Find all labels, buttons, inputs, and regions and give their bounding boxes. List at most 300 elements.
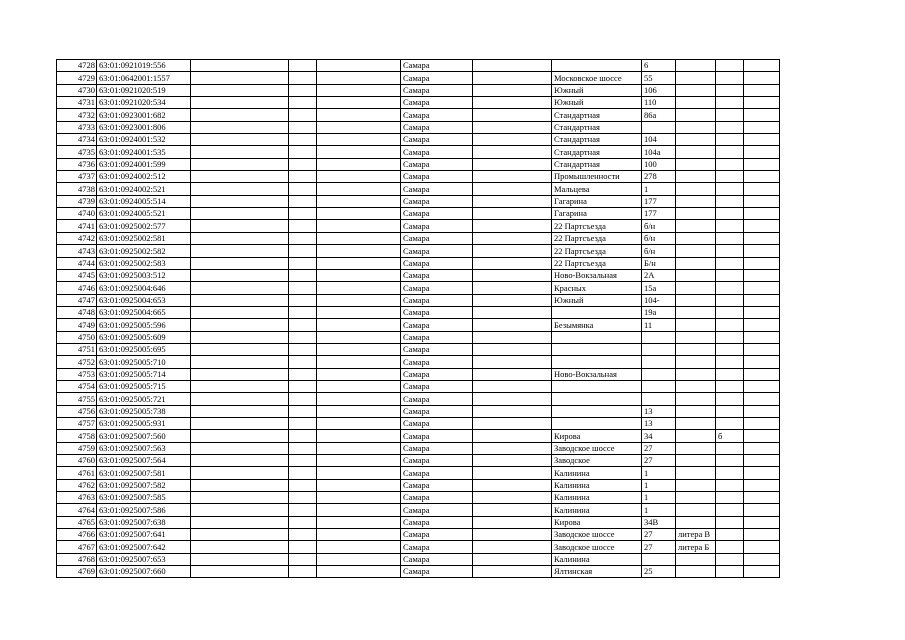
empty-cell <box>744 121 780 133</box>
street-cell: Мальцева <box>552 183 642 195</box>
building-letter-cell <box>676 566 716 578</box>
cadastral-number-cell: 63:01:0925005:931 <box>97 417 191 429</box>
empty-cell <box>289 356 317 368</box>
empty-cell <box>473 516 552 528</box>
street-cell: Калинина <box>552 467 642 479</box>
building-letter-cell <box>676 442 716 454</box>
empty-cell <box>317 245 401 257</box>
empty-cell <box>289 220 317 232</box>
city-cell: Самара <box>401 455 473 467</box>
empty-cell <box>191 331 289 343</box>
table-row <box>57 430 780 442</box>
empty-cell <box>289 417 317 429</box>
table-row <box>57 72 780 84</box>
extra-cell <box>716 171 744 183</box>
extra-cell <box>716 319 744 331</box>
street-cell: Кирова <box>552 516 642 528</box>
extra-cell <box>716 208 744 220</box>
empty-cell <box>191 183 289 195</box>
empty-cell <box>473 257 552 269</box>
row-number-cell: 4730 <box>57 84 97 96</box>
empty-cell <box>191 541 289 553</box>
table-row <box>57 183 780 195</box>
table-row <box>57 146 780 158</box>
building-letter-cell <box>676 183 716 195</box>
cadastral-number-cell: 63:01:0924001:599 <box>97 158 191 170</box>
empty-cell <box>317 553 401 565</box>
extra-cell <box>716 269 744 281</box>
city-cell: Самара <box>401 84 473 96</box>
house-cell: 106 <box>642 84 676 96</box>
empty-cell <box>191 430 289 442</box>
extra-cell <box>716 504 744 516</box>
empty-cell <box>744 269 780 281</box>
empty-cell <box>191 479 289 491</box>
city-cell: Самара <box>401 566 473 578</box>
empty-cell <box>473 553 552 565</box>
empty-cell <box>473 109 552 121</box>
row-number-cell: 4750 <box>57 331 97 343</box>
table-row <box>57 380 780 392</box>
empty-cell <box>289 183 317 195</box>
table-row <box>57 319 780 331</box>
empty-cell <box>317 269 401 281</box>
building-letter-cell: литера Б <box>676 541 716 553</box>
house-cell <box>642 331 676 343</box>
street-cell: Калинина <box>552 479 642 491</box>
empty-cell <box>191 158 289 170</box>
house-cell <box>642 356 676 368</box>
empty-cell <box>473 158 552 170</box>
extra-cell <box>716 356 744 368</box>
extra-cell <box>716 393 744 405</box>
row-number-cell: 4758 <box>57 430 97 442</box>
row-number-cell: 4740 <box>57 208 97 220</box>
row-number-cell: 4732 <box>57 109 97 121</box>
building-letter-cell <box>676 393 716 405</box>
house-cell: 2А <box>642 269 676 281</box>
empty-cell <box>473 220 552 232</box>
extra-cell <box>716 553 744 565</box>
building-letter-cell <box>676 158 716 170</box>
empty-cell <box>289 343 317 355</box>
empty-cell <box>317 467 401 479</box>
empty-cell <box>473 72 552 84</box>
empty-cell <box>317 417 401 429</box>
empty-cell <box>744 504 780 516</box>
row-number-cell: 4728 <box>57 60 97 72</box>
empty-cell <box>317 380 401 392</box>
building-letter-cell <box>676 72 716 84</box>
empty-cell <box>289 455 317 467</box>
extra-cell <box>716 72 744 84</box>
table-row <box>57 356 780 368</box>
house-cell: 1 <box>642 492 676 504</box>
empty-cell <box>317 405 401 417</box>
empty-cell <box>289 368 317 380</box>
cadastral-number-cell: 63:01:0925005:710 <box>97 356 191 368</box>
building-letter-cell <box>676 232 716 244</box>
empty-cell <box>317 183 401 195</box>
city-cell: Самара <box>401 72 473 84</box>
building-letter-cell <box>676 479 716 491</box>
empty-cell <box>473 529 552 541</box>
empty-cell <box>317 356 401 368</box>
empty-cell <box>744 529 780 541</box>
empty-cell <box>473 171 552 183</box>
cadastral-number-cell: 63:01:0921020:534 <box>97 97 191 109</box>
house-cell: 55 <box>642 72 676 84</box>
table-row <box>57 245 780 257</box>
empty-cell <box>473 393 552 405</box>
empty-cell <box>191 553 289 565</box>
cadastral-number-cell: 63:01:0925007:585 <box>97 492 191 504</box>
street-cell: Заводское шоссе <box>552 529 642 541</box>
building-letter-cell <box>676 269 716 281</box>
empty-cell <box>191 294 289 306</box>
city-cell: Самара <box>401 183 473 195</box>
extra-cell <box>716 331 744 343</box>
building-letter-cell <box>676 257 716 269</box>
extra-cell <box>716 368 744 380</box>
cadastral-number-cell: 63:01:0925005:715 <box>97 380 191 392</box>
empty-cell <box>744 109 780 121</box>
house-cell <box>642 553 676 565</box>
table-row <box>57 294 780 306</box>
house-cell: 27 <box>642 442 676 454</box>
empty-cell <box>317 84 401 96</box>
city-cell: Самара <box>401 134 473 146</box>
empty-cell <box>317 492 401 504</box>
empty-cell <box>473 467 552 479</box>
empty-cell <box>289 158 317 170</box>
empty-cell <box>744 492 780 504</box>
empty-cell <box>289 121 317 133</box>
empty-cell <box>744 171 780 183</box>
empty-cell <box>317 282 401 294</box>
cadastral-number-cell: 63:01:0924002:521 <box>97 183 191 195</box>
row-number-cell: 4733 <box>57 121 97 133</box>
building-letter-cell <box>676 97 716 109</box>
house-cell: 11 <box>642 319 676 331</box>
cadastral-number-cell: 63:01:0925005:596 <box>97 319 191 331</box>
row-number-cell: 4765 <box>57 516 97 528</box>
table-row <box>57 504 780 516</box>
table-row <box>57 134 780 146</box>
cadastral-number-cell: 63:01:0925005:714 <box>97 368 191 380</box>
empty-cell <box>191 306 289 318</box>
empty-cell <box>744 232 780 244</box>
street-cell: 22 Партсъезда <box>552 232 642 244</box>
table-row <box>57 109 780 121</box>
empty-cell <box>473 97 552 109</box>
extra-cell <box>716 245 744 257</box>
building-letter-cell <box>676 553 716 565</box>
empty-cell <box>744 257 780 269</box>
empty-cell <box>289 467 317 479</box>
table-row <box>57 541 780 553</box>
house-cell: 110 <box>642 97 676 109</box>
empty-cell <box>473 84 552 96</box>
empty-cell <box>473 60 552 72</box>
extra-cell <box>716 183 744 195</box>
empty-cell <box>191 245 289 257</box>
empty-cell <box>317 97 401 109</box>
street-cell: Московское шоссе <box>552 72 642 84</box>
cadastral-number-cell: 63:01:0924001:532 <box>97 134 191 146</box>
row-number-cell: 4753 <box>57 368 97 380</box>
cadastral-number-cell: 63:01:0925007:641 <box>97 529 191 541</box>
empty-cell <box>317 171 401 183</box>
house-cell: 13 <box>642 417 676 429</box>
row-number-cell: 4766 <box>57 529 97 541</box>
empty-cell <box>289 529 317 541</box>
empty-cell <box>289 492 317 504</box>
city-cell: Самара <box>401 60 473 72</box>
empty-cell <box>289 208 317 220</box>
empty-cell <box>289 84 317 96</box>
empty-cell <box>289 319 317 331</box>
table-row <box>57 566 780 578</box>
cadastral-number-cell: 63:01:0925007:653 <box>97 553 191 565</box>
city-cell: Самара <box>401 331 473 343</box>
table-row <box>57 195 780 207</box>
building-letter-cell: литера В <box>676 529 716 541</box>
empty-cell <box>289 232 317 244</box>
house-cell <box>642 393 676 405</box>
empty-cell <box>744 220 780 232</box>
empty-cell <box>744 97 780 109</box>
row-number-cell: 4755 <box>57 393 97 405</box>
house-cell: 86а <box>642 109 676 121</box>
empty-cell <box>191 146 289 158</box>
table-row <box>57 393 780 405</box>
empty-cell <box>289 97 317 109</box>
table-row <box>57 368 780 380</box>
table-row <box>57 516 780 528</box>
cadastral-number-cell: 63:01:0925002:577 <box>97 220 191 232</box>
row-number-cell: 4764 <box>57 504 97 516</box>
extra-cell <box>716 60 744 72</box>
empty-cell <box>744 208 780 220</box>
empty-cell <box>317 306 401 318</box>
table-row <box>57 417 780 429</box>
extra-cell <box>716 109 744 121</box>
building-letter-cell <box>676 417 716 429</box>
house-cell: 34 <box>642 430 676 442</box>
row-number-cell: 4756 <box>57 405 97 417</box>
extra-cell <box>716 529 744 541</box>
house-cell: 34В <box>642 516 676 528</box>
empty-cell <box>289 134 317 146</box>
row-number-cell: 4749 <box>57 319 97 331</box>
empty-cell <box>317 121 401 133</box>
empty-cell <box>473 430 552 442</box>
empty-cell <box>289 380 317 392</box>
extra-cell <box>716 516 744 528</box>
empty-cell <box>191 121 289 133</box>
row-number-cell: 4734 <box>57 134 97 146</box>
empty-cell <box>289 566 317 578</box>
building-letter-cell <box>676 380 716 392</box>
row-number-cell: 4762 <box>57 479 97 491</box>
table-row <box>57 343 780 355</box>
house-cell: 104- <box>642 294 676 306</box>
table-row <box>57 405 780 417</box>
cadastral-number-cell: 63:01:0925002:581 <box>97 232 191 244</box>
table-row <box>57 529 780 541</box>
empty-cell <box>473 183 552 195</box>
empty-cell <box>289 405 317 417</box>
empty-cell <box>191 393 289 405</box>
empty-cell <box>744 479 780 491</box>
street-cell: Калинина <box>552 553 642 565</box>
street-cell <box>552 393 642 405</box>
empty-cell <box>744 541 780 553</box>
empty-cell <box>289 269 317 281</box>
empty-cell <box>191 232 289 244</box>
street-cell: Стандартная <box>552 109 642 121</box>
empty-cell <box>317 158 401 170</box>
empty-cell <box>473 380 552 392</box>
empty-cell <box>289 294 317 306</box>
street-cell <box>552 417 642 429</box>
street-cell: Ново-Вокзальная <box>552 368 642 380</box>
table-row <box>57 455 780 467</box>
cadastral-number-cell: 63:01:0925002:583 <box>97 257 191 269</box>
empty-cell <box>744 516 780 528</box>
extra-cell <box>716 442 744 454</box>
table-row <box>57 158 780 170</box>
empty-cell <box>289 516 317 528</box>
empty-cell <box>473 121 552 133</box>
building-letter-cell <box>676 405 716 417</box>
cadastral-number-cell: 63:01:0925005:721 <box>97 393 191 405</box>
house-cell: б/н <box>642 245 676 257</box>
row-number-cell: 4736 <box>57 158 97 170</box>
house-cell: 100 <box>642 158 676 170</box>
building-letter-cell <box>676 171 716 183</box>
empty-cell <box>191 343 289 355</box>
building-letter-cell <box>676 306 716 318</box>
building-letter-cell <box>676 331 716 343</box>
row-number-cell: 4731 <box>57 97 97 109</box>
city-cell: Самара <box>401 294 473 306</box>
empty-cell <box>473 294 552 306</box>
empty-cell <box>744 356 780 368</box>
empty-cell <box>317 319 401 331</box>
street-cell: Южный <box>552 84 642 96</box>
row-number-cell: 4760 <box>57 455 97 467</box>
city-cell: Самара <box>401 405 473 417</box>
row-number-cell: 4738 <box>57 183 97 195</box>
empty-cell <box>317 504 401 516</box>
building-letter-cell <box>676 430 716 442</box>
empty-cell <box>191 455 289 467</box>
city-cell: Самара <box>401 109 473 121</box>
cadastral-number-cell: 63:01:0924001:535 <box>97 146 191 158</box>
house-cell: 278 <box>642 171 676 183</box>
empty-cell <box>744 343 780 355</box>
empty-cell <box>289 195 317 207</box>
empty-cell <box>191 109 289 121</box>
empty-cell <box>473 269 552 281</box>
cadastral-number-cell: 63:01:0925004:665 <box>97 306 191 318</box>
empty-cell <box>191 417 289 429</box>
empty-cell <box>191 529 289 541</box>
building-letter-cell <box>676 294 716 306</box>
street-cell: 22 Партсъезда <box>552 245 642 257</box>
empty-cell <box>289 504 317 516</box>
empty-cell <box>191 504 289 516</box>
empty-cell <box>317 72 401 84</box>
empty-cell <box>289 553 317 565</box>
empty-cell <box>744 60 780 72</box>
house-cell: 1 <box>642 479 676 491</box>
empty-cell <box>317 208 401 220</box>
empty-cell <box>191 220 289 232</box>
empty-cell <box>191 72 289 84</box>
cadastral-number-cell: 63:01:0924005:514 <box>97 195 191 207</box>
empty-cell <box>289 393 317 405</box>
empty-cell <box>473 356 552 368</box>
table-row <box>57 232 780 244</box>
cadastral-number-cell: 63:01:0921020:519 <box>97 84 191 96</box>
extra-cell <box>716 195 744 207</box>
extra-cell <box>716 343 744 355</box>
house-cell: 1 <box>642 467 676 479</box>
city-cell: Самара <box>401 97 473 109</box>
street-cell: Южный <box>552 97 642 109</box>
city-cell: Самара <box>401 368 473 380</box>
extra-cell <box>716 257 744 269</box>
empty-cell <box>289 60 317 72</box>
extra-cell <box>716 232 744 244</box>
extra-cell <box>716 455 744 467</box>
street-cell: Стандартная <box>552 146 642 158</box>
cadastral-number-cell: 63:01:0925005:609 <box>97 331 191 343</box>
row-number-cell: 4735 <box>57 146 97 158</box>
house-cell: 27 <box>642 455 676 467</box>
city-cell: Самара <box>401 430 473 442</box>
empty-cell <box>289 442 317 454</box>
house-cell: 19а <box>642 306 676 318</box>
empty-cell <box>317 442 401 454</box>
house-cell: 13 <box>642 405 676 417</box>
cadastral-number-cell: 63:01:0923001:682 <box>97 109 191 121</box>
row-number-cell: 4763 <box>57 492 97 504</box>
table-row <box>57 467 780 479</box>
empty-cell <box>317 220 401 232</box>
empty-cell <box>317 331 401 343</box>
street-cell <box>552 405 642 417</box>
row-number-cell: 4741 <box>57 220 97 232</box>
empty-cell <box>317 393 401 405</box>
city-cell: Самара <box>401 479 473 491</box>
extra-cell <box>716 541 744 553</box>
empty-cell <box>191 368 289 380</box>
empty-cell <box>473 232 552 244</box>
city-cell: Самара <box>401 492 473 504</box>
cadastral-number-cell: 63:01:0925007:586 <box>97 504 191 516</box>
row-number-cell: 4737 <box>57 171 97 183</box>
empty-cell <box>317 343 401 355</box>
empty-cell <box>473 343 552 355</box>
cadastral-number-cell: 63:01:0925007:642 <box>97 541 191 553</box>
empty-cell <box>473 417 552 429</box>
row-number-cell: 4751 <box>57 343 97 355</box>
city-cell: Самара <box>401 541 473 553</box>
